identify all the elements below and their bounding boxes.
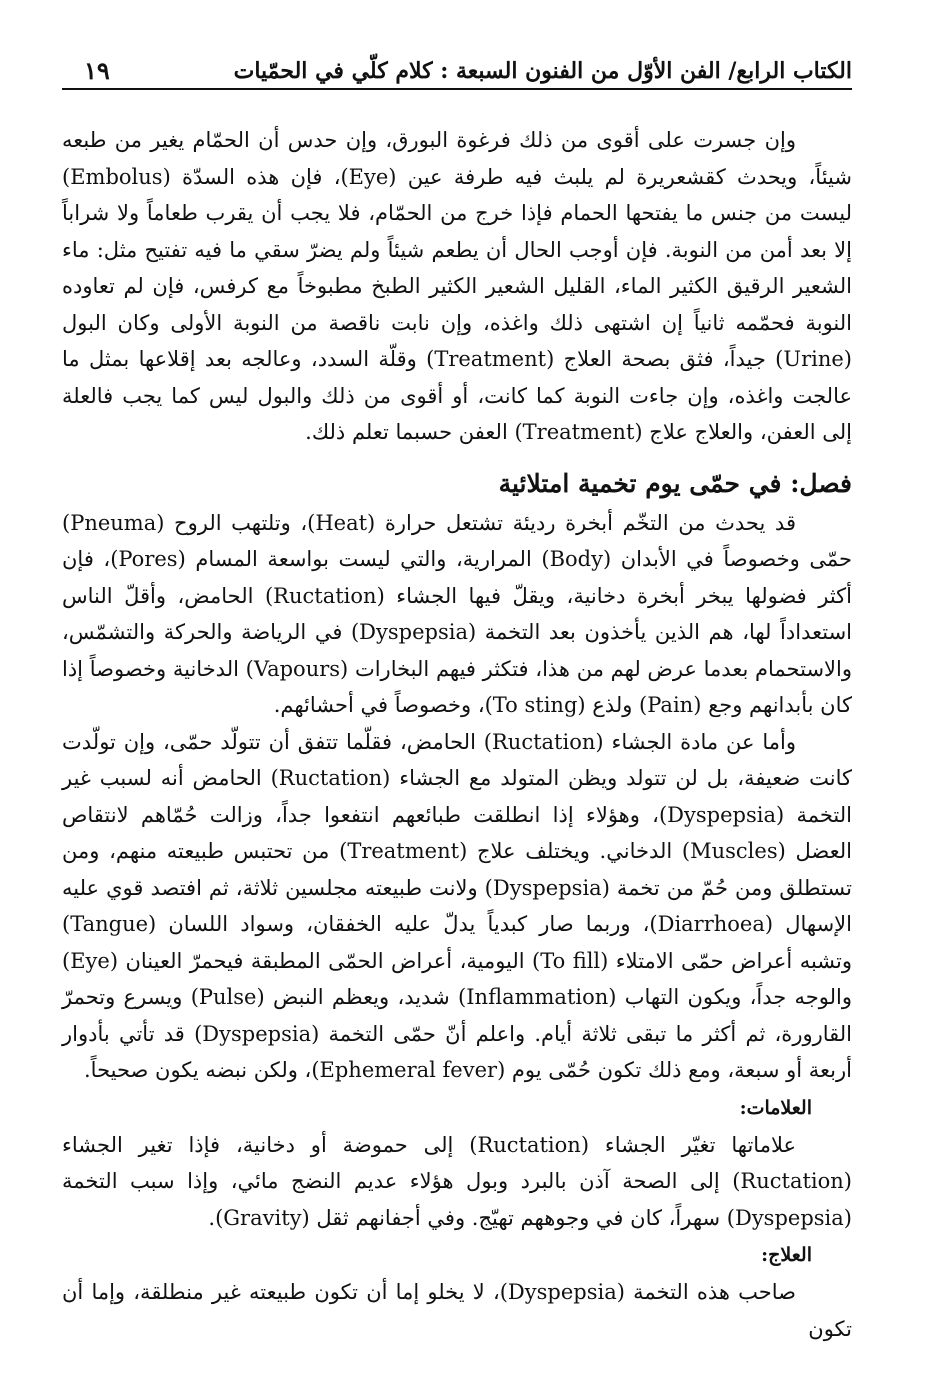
- running-header: [62, 48, 852, 92]
- paragraph-2: قد يحدث من التخّم أبخرة رديئة تشتعل حرارة (Heat)، وتلتهب الروح (Pneuma) حمّى وخصوصاً في الأبدان (Body) المرارية، والتي ليست بواسعة المسام (Pores)، فإن أكثر فضولها يبخر أبخرة دخانية، ويقلّ فيها الجشاء (Ructation) الحامض، وأقلّ الناس استعداداً لها، هم الذين يأخذون بعد التخمة (Dyspepsia) في الرياضة والحركة والتشمّس، والاستحمام بعدما عرض لهم من هذا، فتكثر فيهم البخارات (Vapours) الدخانية وخصوصاً إذا كان بأبدانهم وجع (Pain) ولذع (To sting)، وخصوصاً في أحشائهم.: [62, 510, 852, 717]
- header-divider: [62, 88, 852, 90]
- section-title: فصل: في حمّى يوم تخمية امتلائية: [498, 468, 852, 498]
- paragraph-4: علاماتها تغيّر الجشاء (Ructation) إلى حموضة أو دخانية، فإذا تغير الجشاء (Ructation) إلى الصحة آذن بالبرد وبول هؤلاء عديم النضج مائي، وإذا سبب التخمة (Dyspepsia) سهراً، كان في وجوههم تهيّج. وفي أجفانهم ثقل (Gravity).: [62, 1132, 852, 1230]
- page-number: ١٩: [84, 56, 110, 85]
- paragraph-5: صاحب هذه التخمة (Dyspepsia)، لا يخلو إما أن تكون طبيعته غير منطلقة، وإما أن تكون: [62, 1280, 852, 1341]
- book-page: [62, 48, 852, 1347]
- signs-heading: العلامات:: [739, 1096, 812, 1119]
- treatment-heading: العلاج:: [761, 1244, 812, 1266]
- running-header-title: الكتاب الرابع/ الفن الأوّل من الفنون السبعة : كلام كلّي في الحمّيات: [233, 58, 852, 84]
- paragraph-1: وإن جسرت على أقوى من ذلك فرغوة البورق، وإن حدس أن الحمّام يغير من طبعه شيئاً، ويحدث كقشعريرة لم يلبث فيه طرفة عين (Eye)، فإن هذه السدّة (Embolus) ليست من جنس ما يفتحها الحمام فإذا خرج من الحمّام، فلا يجب أن يقرب طعاماً ولا شراباً إلا بعد أمن من النوبة. فإن أوجب الحال أن يطعم شيئاً ولم يضرّ سقي ما فيه تفتيح مثل: ماء الشعير الرقيق الكثير الماء، القليل الشعير الكثير الطبخ مطبوخاً مع كرفس، فإن لم تعاوده النوبة فحمّمه ثانياً إن اشتهى ذلك واغذه، وإن نابت ناقصة من النوبة الأولى وكان البول (Urine) جيداً، فثق بصحة العلاج (Treatment) وقلّة السدد، وعالجه بعد إقلاعها بمثل ما عالجت واغذه، وإن جاءت النوبة كما كانت، أو أقوى من ذلك والبول ليس كما يجب فالعلة إلى العفن، والعلاج علاج (Treatment) العفن حسبما تعلم ذلك.: [62, 128, 852, 444]
- paragraph-3: وأما عن مادة الجشاء (Ructation) الحامض، فقلّما تتفق أن تتولّد حمّى، وإن تولّدت كانت ضعيفة، بل لن تتولد ويظن المتولد مع الجشاء (Ructation) الحامض أنه لسبب غير التخمة (Dyspepsia)، وهؤلاء إذا انطلقت طبائعهم انتفعوا جداً، وزالت حُمّاهم لانتقاص العضل (Muscles) الدخاني. ويختلف علاج (Treatment) من تحتبس طبيعته منهم، ومن تستطلق ومن حُمّ من تخمة (Dyspepsia) ولانت طبيعته مجلسين ثلاثة، ثم افتصد قوي عليه الإسهال (Diarrhoea)، وربما صار كبدياً يدلّ عليه الخفقان، وسواد اللسان (Tangue) وتشبه أعراض حمّى الامتلاء (To fill) اليومية، أعراض الحمّى المطبقة فيحمرّ العينان (Eye) والوجه جداً، ويكون التهاب (Inflammation) شديد، ويعظم النبض (Pulse) ويسرع وتحمرّ القارورة، ثم أكثر ما تبقى ثلاثة أيام. واعلم أنّ حمّى التخمة (Dyspepsia) قد تأتي بأدوار أربعة أو سبعة، ومع ذلك تكون حُمّى يوم (Ephemeral fever)، ولكن نبضه يكون صحيحاً.: [62, 729, 853, 1082]
